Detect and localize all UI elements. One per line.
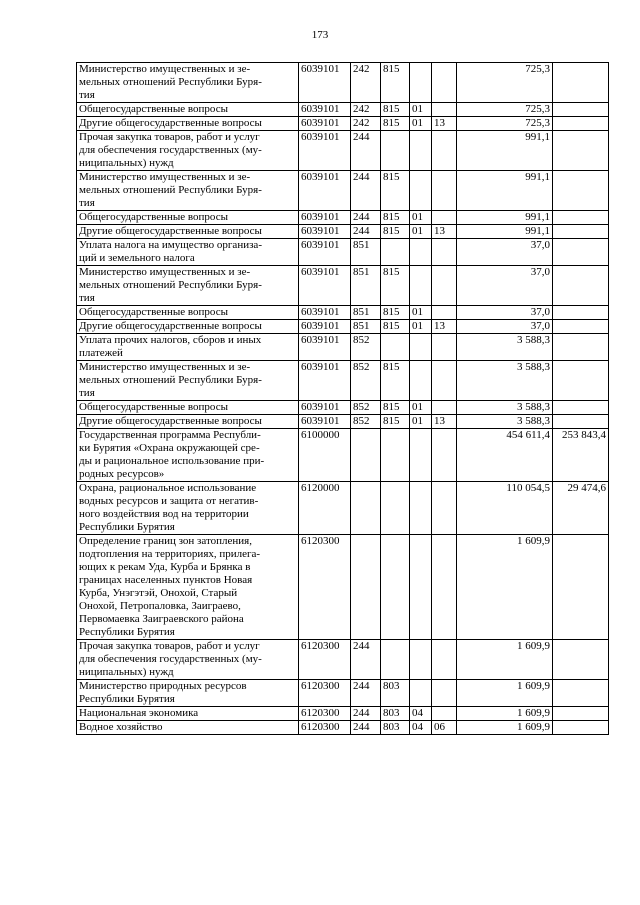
item-name-line: Министерство имущественных и зе- <box>79 63 251 75</box>
target-article-cell: 6039101 <box>299 171 351 211</box>
target-article-cell: 6039101 <box>299 306 351 320</box>
target-article-cell: 6039101 <box>299 361 351 401</box>
expense-type-cell: 244 <box>351 707 381 721</box>
item-name-line: подтопления на территориях, прилега- <box>79 548 261 560</box>
administrator-cell: 815 <box>381 266 410 306</box>
amount-second-cell: 253 843,4 <box>553 429 609 482</box>
administrator-cell: 803 <box>381 707 410 721</box>
subsection-cell: 13 <box>432 117 457 131</box>
administrator-cell: 815 <box>381 211 410 225</box>
amount-second-cell <box>553 266 609 306</box>
table-row <box>77 429 609 482</box>
section-cell <box>410 361 432 401</box>
table-row <box>77 640 609 680</box>
section-cell <box>410 171 432 211</box>
target-article-cell: 6039101 <box>299 266 351 306</box>
item-name-line: Курба, Унэгэтэй, Онохой, Старый <box>79 587 238 599</box>
item-name-line: тия <box>79 89 95 101</box>
target-article-cell: 6100000 <box>299 429 351 482</box>
expense-type-cell: 244 <box>351 225 381 239</box>
administrator-cell: 815 <box>381 401 410 415</box>
amount-second-cell <box>553 117 609 131</box>
target-article-cell: 6039101 <box>299 401 351 415</box>
amount-second-cell <box>553 320 609 334</box>
expense-type-cell: 851 <box>351 266 381 306</box>
administrator-cell: 815 <box>381 306 410 320</box>
subsection-cell <box>432 707 457 721</box>
section-cell <box>410 131 432 171</box>
section-cell <box>410 63 432 103</box>
table-row <box>77 211 609 225</box>
amount-second-cell <box>553 707 609 721</box>
subsection-cell: 06 <box>432 721 457 735</box>
table-row <box>77 239 609 266</box>
amount-cell: 1 609,9 <box>457 640 553 680</box>
section-cell: 01 <box>410 225 432 239</box>
expense-type-cell: 244 <box>351 680 381 707</box>
expense-type-cell: 244 <box>351 171 381 211</box>
expense-type-cell: 852 <box>351 415 381 429</box>
target-article-cell: 6039101 <box>299 415 351 429</box>
administrator-cell <box>381 429 410 482</box>
subsection-cell <box>432 239 457 266</box>
item-name-line: тия <box>79 387 95 399</box>
item-name-line: Другие общегосударственные вопросы <box>79 415 262 427</box>
item-name-cell <box>77 171 299 211</box>
item-name-line: Прочая закупка товаров, работ и услуг <box>79 640 260 652</box>
item-name-cell <box>77 239 299 266</box>
item-name-line: ки Бурятия «Охрана окружающей сре- <box>79 442 260 454</box>
amount-second-cell <box>553 535 609 640</box>
subsection-cell <box>432 401 457 415</box>
subsection-cell <box>432 429 457 482</box>
item-name-line: Другие общегосударственные вопросы <box>79 225 262 237</box>
amount-second-cell <box>553 131 609 171</box>
administrator-cell: 815 <box>381 171 410 211</box>
subsection-cell: 13 <box>432 320 457 334</box>
section-cell: 04 <box>410 721 432 735</box>
item-name-cell <box>77 131 299 171</box>
amount-second-cell <box>553 361 609 401</box>
item-name-line: Определение границ зон затопления, <box>79 535 252 547</box>
subsection-cell <box>432 103 457 117</box>
item-name-line: ниципальных) нужд <box>79 666 174 678</box>
expense-type-cell: 242 <box>351 117 381 131</box>
expense-type-cell: 852 <box>351 361 381 401</box>
item-name-line: мельных отношений Республики Буря- <box>79 184 262 196</box>
amount-cell: 37,0 <box>457 306 553 320</box>
table-row <box>77 415 609 429</box>
section-cell: 01 <box>410 103 432 117</box>
administrator-cell <box>381 640 410 680</box>
item-name-cell <box>77 334 299 361</box>
target-article-cell: 6039101 <box>299 117 351 131</box>
section-cell: 04 <box>410 707 432 721</box>
item-name-line: водных ресурсов и защита от негатив- <box>79 495 259 507</box>
target-article-cell: 6120000 <box>299 482 351 535</box>
amount-cell: 3 588,3 <box>457 401 553 415</box>
item-name-cell <box>77 320 299 334</box>
item-name-cell <box>77 103 299 117</box>
table-row <box>77 306 609 320</box>
target-article-cell: 6039101 <box>299 103 351 117</box>
item-name-line: ниципальных) нужд <box>79 157 174 169</box>
expense-type-cell: 244 <box>351 640 381 680</box>
administrator-cell: 815 <box>381 320 410 334</box>
amount-cell: 725,3 <box>457 117 553 131</box>
subsection-cell <box>432 535 457 640</box>
table-row <box>77 171 609 211</box>
section-cell: 01 <box>410 211 432 225</box>
expense-type-cell <box>351 535 381 640</box>
table-row <box>77 131 609 171</box>
amount-second-cell <box>553 401 609 415</box>
amount-second-cell <box>553 103 609 117</box>
section-cell: 01 <box>410 320 432 334</box>
item-name-cell <box>77 266 299 306</box>
item-name-cell <box>77 482 299 535</box>
amount-cell: 3 588,3 <box>457 361 553 401</box>
section-cell <box>410 482 432 535</box>
budget-table-body <box>77 63 609 735</box>
expense-type-cell: 242 <box>351 63 381 103</box>
section-cell <box>410 266 432 306</box>
amount-second-cell <box>553 211 609 225</box>
amount-second-cell <box>553 640 609 680</box>
item-name-line: тия <box>79 197 95 209</box>
item-name-line: Онохой, Петропаловка, Заиграево, <box>79 600 241 612</box>
table-row <box>77 103 609 117</box>
section-cell <box>410 239 432 266</box>
item-name-cell <box>77 680 299 707</box>
item-name-line: Общегосударственные вопросы <box>79 211 228 223</box>
subsection-cell <box>432 680 457 707</box>
item-name-line: Министерство имущественных и зе- <box>79 361 251 373</box>
administrator-cell: 803 <box>381 721 410 735</box>
item-name-cell <box>77 63 299 103</box>
subsection-cell <box>432 211 457 225</box>
item-name-line: платежей <box>79 347 123 359</box>
item-name-line: тия <box>79 292 95 304</box>
item-name-line: для обеспечения государственных (му- <box>79 653 262 665</box>
item-name-line: Министерство имущественных и зе- <box>79 171 251 183</box>
item-name-line: мельных отношений Республики Буря- <box>79 374 262 386</box>
administrator-cell <box>381 131 410 171</box>
amount-second-cell <box>553 63 609 103</box>
amount-cell: 1 609,9 <box>457 707 553 721</box>
amount-cell: 110 054,5 <box>457 482 553 535</box>
amount-cell: 991,1 <box>457 171 553 211</box>
subsection-cell <box>432 640 457 680</box>
item-name-line: Республики Бурятия <box>79 693 175 705</box>
table-row <box>77 63 609 103</box>
item-name-line: Другие общегосударственные вопросы <box>79 320 262 332</box>
item-name-line: ды и рациональное использование при- <box>79 455 265 467</box>
table-row <box>77 680 609 707</box>
item-name-cell <box>77 429 299 482</box>
item-name-line: Общегосударственные вопросы <box>79 401 228 413</box>
item-name-cell <box>77 707 299 721</box>
budget-table <box>76 62 609 735</box>
administrator-cell: 815 <box>381 225 410 239</box>
amount-cell: 1 609,9 <box>457 535 553 640</box>
administrator-cell: 815 <box>381 103 410 117</box>
amount-second-cell: 29 474,6 <box>553 482 609 535</box>
table-row <box>77 707 609 721</box>
amount-second-cell <box>553 239 609 266</box>
item-name-cell <box>77 401 299 415</box>
item-name-line: Общегосударственные вопросы <box>79 103 228 115</box>
item-name-line: мельных отношений Республики Буря- <box>79 279 262 291</box>
amount-cell: 725,3 <box>457 63 553 103</box>
table-row <box>77 334 609 361</box>
expense-type-cell: 244 <box>351 211 381 225</box>
item-name-cell <box>77 415 299 429</box>
table-row <box>77 117 609 131</box>
amount-cell: 991,1 <box>457 131 553 171</box>
section-cell: 01 <box>410 306 432 320</box>
expense-type-cell: 852 <box>351 334 381 361</box>
target-article-cell: 6120300 <box>299 707 351 721</box>
section-cell: 01 <box>410 117 432 131</box>
amount-second-cell <box>553 415 609 429</box>
expense-type-cell <box>351 429 381 482</box>
item-name-line: Уплата прочих налогов, сборов и иных <box>79 334 262 346</box>
target-article-cell: 6039101 <box>299 63 351 103</box>
amount-second-cell <box>553 721 609 735</box>
table-row <box>77 320 609 334</box>
table-row <box>77 482 609 535</box>
item-name-cell <box>77 535 299 640</box>
subsection-cell <box>432 482 457 535</box>
administrator-cell <box>381 535 410 640</box>
amount-cell: 454 611,4 <box>457 429 553 482</box>
subsection-cell: 13 <box>432 415 457 429</box>
target-article-cell: 6039101 <box>299 211 351 225</box>
item-name-cell <box>77 225 299 239</box>
amount-cell: 3 588,3 <box>457 334 553 361</box>
amount-cell: 1 609,9 <box>457 680 553 707</box>
item-name-cell <box>77 361 299 401</box>
item-name-line: Министерство имущественных и зе- <box>79 266 251 278</box>
subsection-cell <box>432 334 457 361</box>
item-name-cell <box>77 306 299 320</box>
administrator-cell <box>381 482 410 535</box>
administrator-cell <box>381 239 410 266</box>
item-name-cell <box>77 721 299 735</box>
target-article-cell: 6120300 <box>299 535 351 640</box>
item-name-line: родных ресурсов» <box>79 468 165 480</box>
target-article-cell: 6039101 <box>299 225 351 239</box>
target-article-cell: 6039101 <box>299 131 351 171</box>
administrator-cell: 815 <box>381 63 410 103</box>
administrator-cell: 803 <box>381 680 410 707</box>
table-row <box>77 361 609 401</box>
administrator-cell: 815 <box>381 415 410 429</box>
subsection-cell <box>432 63 457 103</box>
item-name-line: мельных отношений Республики Буря- <box>79 76 262 88</box>
table-row <box>77 721 609 735</box>
subsection-cell <box>432 171 457 211</box>
expense-type-cell: 244 <box>351 721 381 735</box>
expense-type-cell: 852 <box>351 401 381 415</box>
section-cell: 01 <box>410 415 432 429</box>
subsection-cell: 13 <box>432 225 457 239</box>
amount-cell: 991,1 <box>457 211 553 225</box>
page-number: 173 <box>311 29 329 41</box>
expense-type-cell <box>351 482 381 535</box>
amount-cell: 725,3 <box>457 103 553 117</box>
item-name-line: Министерство природных ресурсов <box>79 680 247 692</box>
item-name-line: Водное хозяйство <box>79 721 163 733</box>
amount-second-cell <box>553 334 609 361</box>
subsection-cell <box>432 361 457 401</box>
amount-second-cell <box>553 680 609 707</box>
target-article-cell: 6120300 <box>299 640 351 680</box>
table-row <box>77 535 609 640</box>
item-name-line: Другие общегосударственные вопросы <box>79 117 262 129</box>
section-cell <box>410 535 432 640</box>
table-row <box>77 225 609 239</box>
expense-type-cell: 244 <box>351 131 381 171</box>
subsection-cell <box>432 306 457 320</box>
expense-type-cell: 851 <box>351 320 381 334</box>
administrator-cell: 815 <box>381 361 410 401</box>
expense-type-cell: 851 <box>351 306 381 320</box>
item-name-line: границах населенных пунктов Новая <box>79 574 253 586</box>
section-cell <box>410 680 432 707</box>
table-row <box>77 266 609 306</box>
item-name-line: для обеспечения государственных (му- <box>79 144 262 156</box>
administrator-cell: 815 <box>381 117 410 131</box>
item-name-line: Государственная программа Республи- <box>79 429 261 441</box>
target-article-cell: 6039101 <box>299 334 351 361</box>
target-article-cell: 6120300 <box>299 721 351 735</box>
amount-second-cell <box>553 225 609 239</box>
administrator-cell <box>381 334 410 361</box>
amount-cell: 37,0 <box>457 266 553 306</box>
table-row <box>77 401 609 415</box>
section-cell: 01 <box>410 401 432 415</box>
item-name-line: Республики Бурятия <box>79 626 175 638</box>
item-name-line: Первомаевка Заиграевского района <box>79 613 244 625</box>
item-name-line: ций и земельного налога <box>79 252 195 264</box>
subsection-cell <box>432 131 457 171</box>
section-cell <box>410 640 432 680</box>
item-name-line: Общегосударственные вопросы <box>79 306 228 318</box>
amount-cell: 3 588,3 <box>457 415 553 429</box>
item-name-line: Республики Бурятия <box>79 521 175 533</box>
expense-type-cell: 242 <box>351 103 381 117</box>
amount-cell: 991,1 <box>457 225 553 239</box>
amount-second-cell <box>553 306 609 320</box>
section-cell <box>410 429 432 482</box>
target-article-cell: 6039101 <box>299 320 351 334</box>
subsection-cell <box>432 266 457 306</box>
amount-second-cell <box>553 171 609 211</box>
item-name-line: Уплата налога на имущество организа- <box>79 239 262 251</box>
section-cell <box>410 334 432 361</box>
target-article-cell: 6120300 <box>299 680 351 707</box>
item-name-line: Охрана, рациональное использование <box>79 482 257 494</box>
item-name-line: Прочая закупка товаров, работ и услуг <box>79 131 260 143</box>
item-name-line: ного воздействия вод на территории <box>79 508 249 520</box>
target-article-cell: 6039101 <box>299 239 351 266</box>
item-name-cell <box>77 117 299 131</box>
item-name-cell <box>77 211 299 225</box>
expense-type-cell: 851 <box>351 239 381 266</box>
amount-cell: 1 609,9 <box>457 721 553 735</box>
item-name-line: ющих к рекам Уда, Курба и Брянка в <box>79 561 251 573</box>
amount-cell: 37,0 <box>457 239 553 266</box>
item-name-cell <box>77 640 299 680</box>
amount-cell: 37,0 <box>457 320 553 334</box>
item-name-line: Национальная экономика <box>79 707 199 719</box>
